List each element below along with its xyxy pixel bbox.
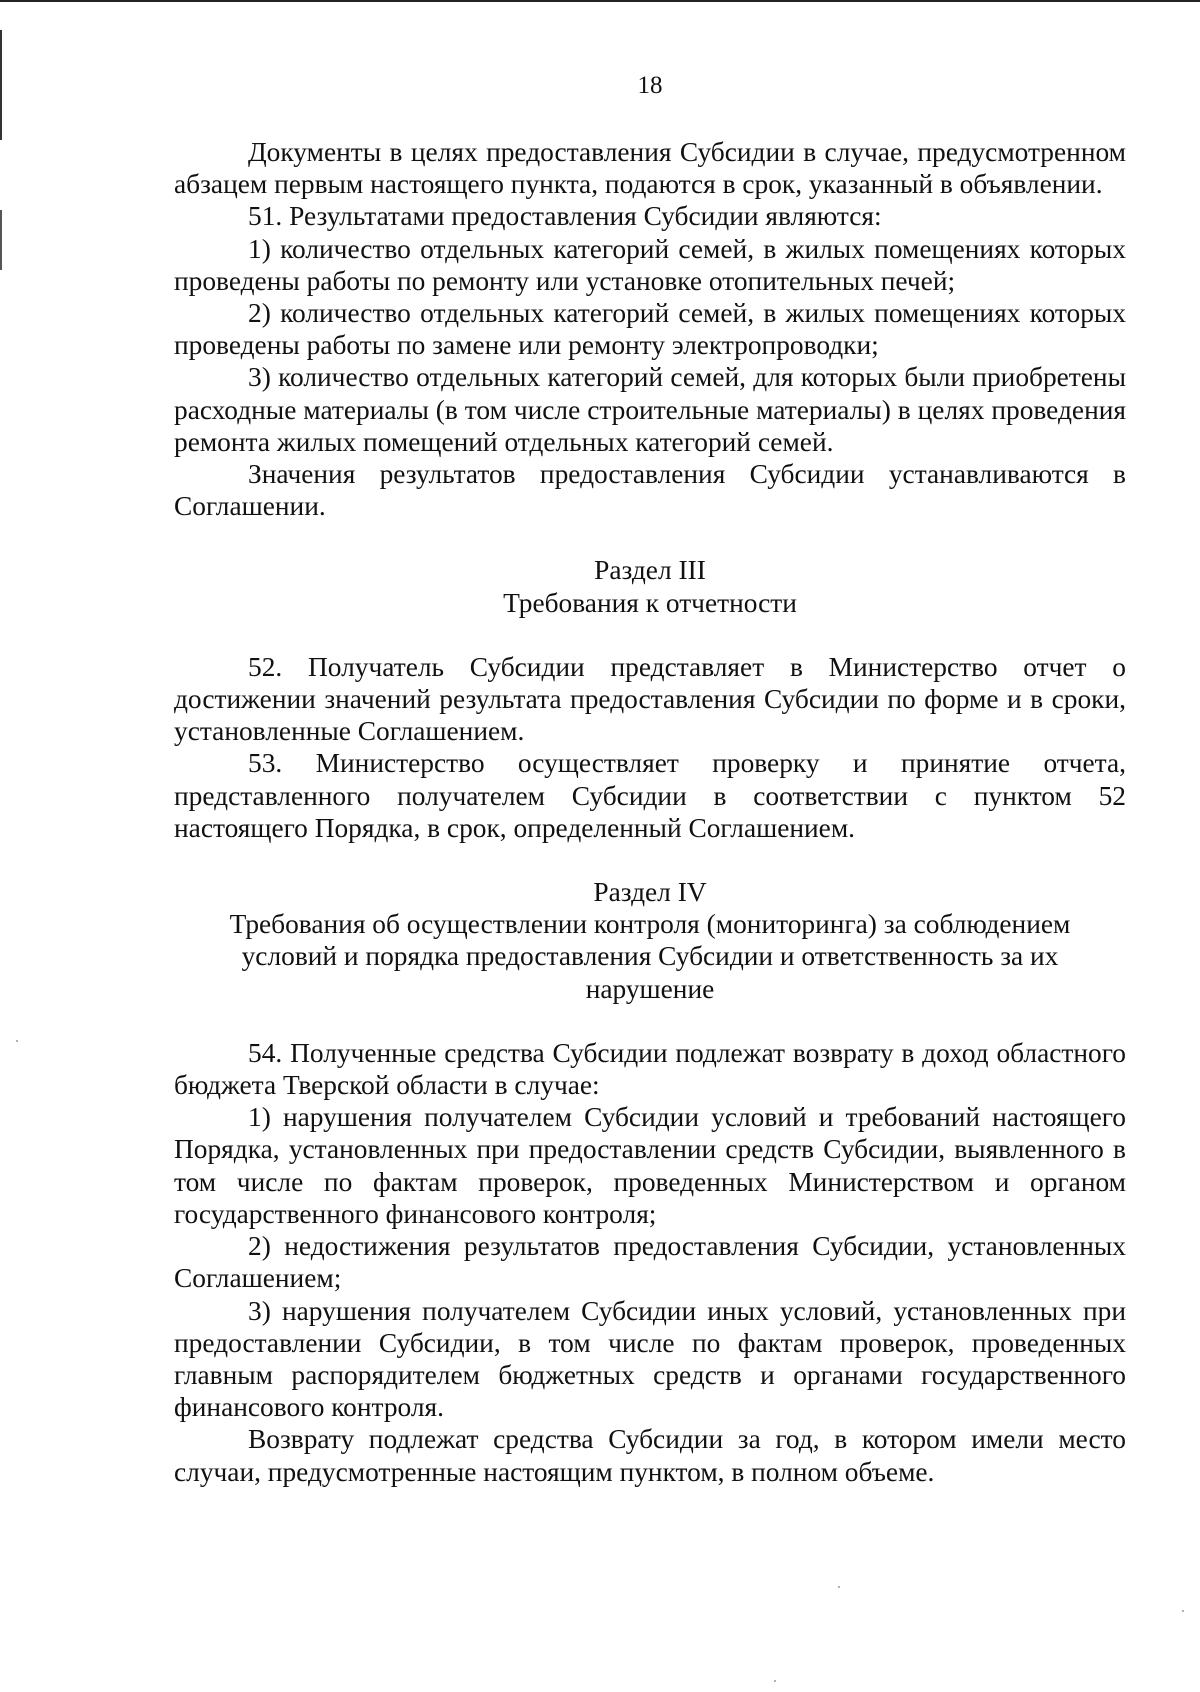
- paragraph-52: 52. Получатель Субсидии представляет в Министерство отчет о достижении значений результата предоставления Субсидии по форме и в сроки, установленные Соглашением.: [174, 651, 1126, 747]
- paragraph-documents-deadline: Документы в целях предоставления Субсидии в случае, предусмотренном абзацем первым настоящего пункта, подаются в срок, указанный в объявлении.: [174, 137, 1126, 200]
- paragraph-54-item-2: 2) недостижения результатов предоставления Субсидии, установленных Соглашением;: [174, 1231, 1126, 1294]
- paragraph-51-values: Значения результатов предоставления Субсидии устанавливаются в Соглашении.: [174, 459, 1126, 522]
- scan-speck: [838, 1586, 840, 1588]
- spacer: [174, 619, 1126, 651]
- document-body: [174, 136, 1126, 1488]
- scan-speck: [16, 1040, 18, 1042]
- scan-speck: [774, 1680, 776, 1682]
- paragraph-54-item-3: 3) нарушения получателем Субсидии иных условий, установленных при предоставлении Субсидии, в том числе по фактам проверок, проведенных главным распорядителем бюджетных средств и органами государственного финансового контроля.: [174, 1295, 1126, 1423]
- section-3-heading: [174, 554, 1126, 618]
- spacer: [174, 844, 1126, 876]
- spacer: [174, 1005, 1126, 1037]
- section-4-title-line-1: Требования об осуществлении контроля (мониторинга) за соблюдением: [229, 909, 1071, 940]
- spacer: [174, 522, 1126, 554]
- paragraph-51: 51. Результатами предоставления Субсидии являются:: [248, 201, 882, 232]
- paragraph-51-item-3: 3) количество отдельных категорий семей, для которых были приобретены расходные материалы (в том числе строительные материалы) в целях проведения ремонта жилых помещений отдельных категорий семей.: [174, 362, 1126, 457]
- scan-border-left-lower: [0, 210, 2, 270]
- section-4-title-line-3: нарушение: [585, 973, 715, 1004]
- paragraph-54-return: Возврату подлежат средства Субсидии за год, в котором имели место случаи, предусмотренные настоящим пунктом, в полном объеме.: [174, 1424, 1126, 1487]
- section-3-title: Требования к отчетности: [503, 587, 797, 618]
- paragraph-54: 54. Полученные средства Субсидии подлежат возврату в доход областного бюджета Тверской области в случае:: [174, 1037, 1126, 1101]
- section-4-heading: [174, 876, 1126, 1005]
- section-3-number: Раздел III: [594, 555, 706, 586]
- paragraph-51-item-2: 2) количество отдельных категорий семей, в жилых помещениях которых проведены работы по замене или ремонту электропроводки;: [174, 298, 1126, 361]
- section-4-title-line-2: условий и порядка предоставления Субсидии и ответственность за их: [241, 941, 1059, 972]
- paragraph-51-item-1: 1) количество отдельных категорий семей, в жилых помещениях которых проведены работы по ремонту или установке отопительных печей;: [174, 233, 1126, 296]
- page-number: 18: [637, 72, 663, 99]
- section-4-number: Раздел IV: [593, 877, 707, 908]
- paragraph-53: 53. Министерство осуществляет проверку и принятие отчета, представленного получателем Субсидии в соответствии с пунктом 52 настоящего Порядка, в срок, определенный Соглашением.: [174, 748, 1126, 843]
- scan-speck: [1182, 1610, 1184, 1612]
- paragraph-54-item-1: 1) нарушения получателем Субсидии условий и требований настоящего Порядка, установленных при предоставлении средств Субсидии, выявленного в том числе по фактам проверок, проведенных Министерством и органом государственного финансового контроля;: [174, 1102, 1126, 1229]
- scan-border-top: [0, 0, 1200, 2]
